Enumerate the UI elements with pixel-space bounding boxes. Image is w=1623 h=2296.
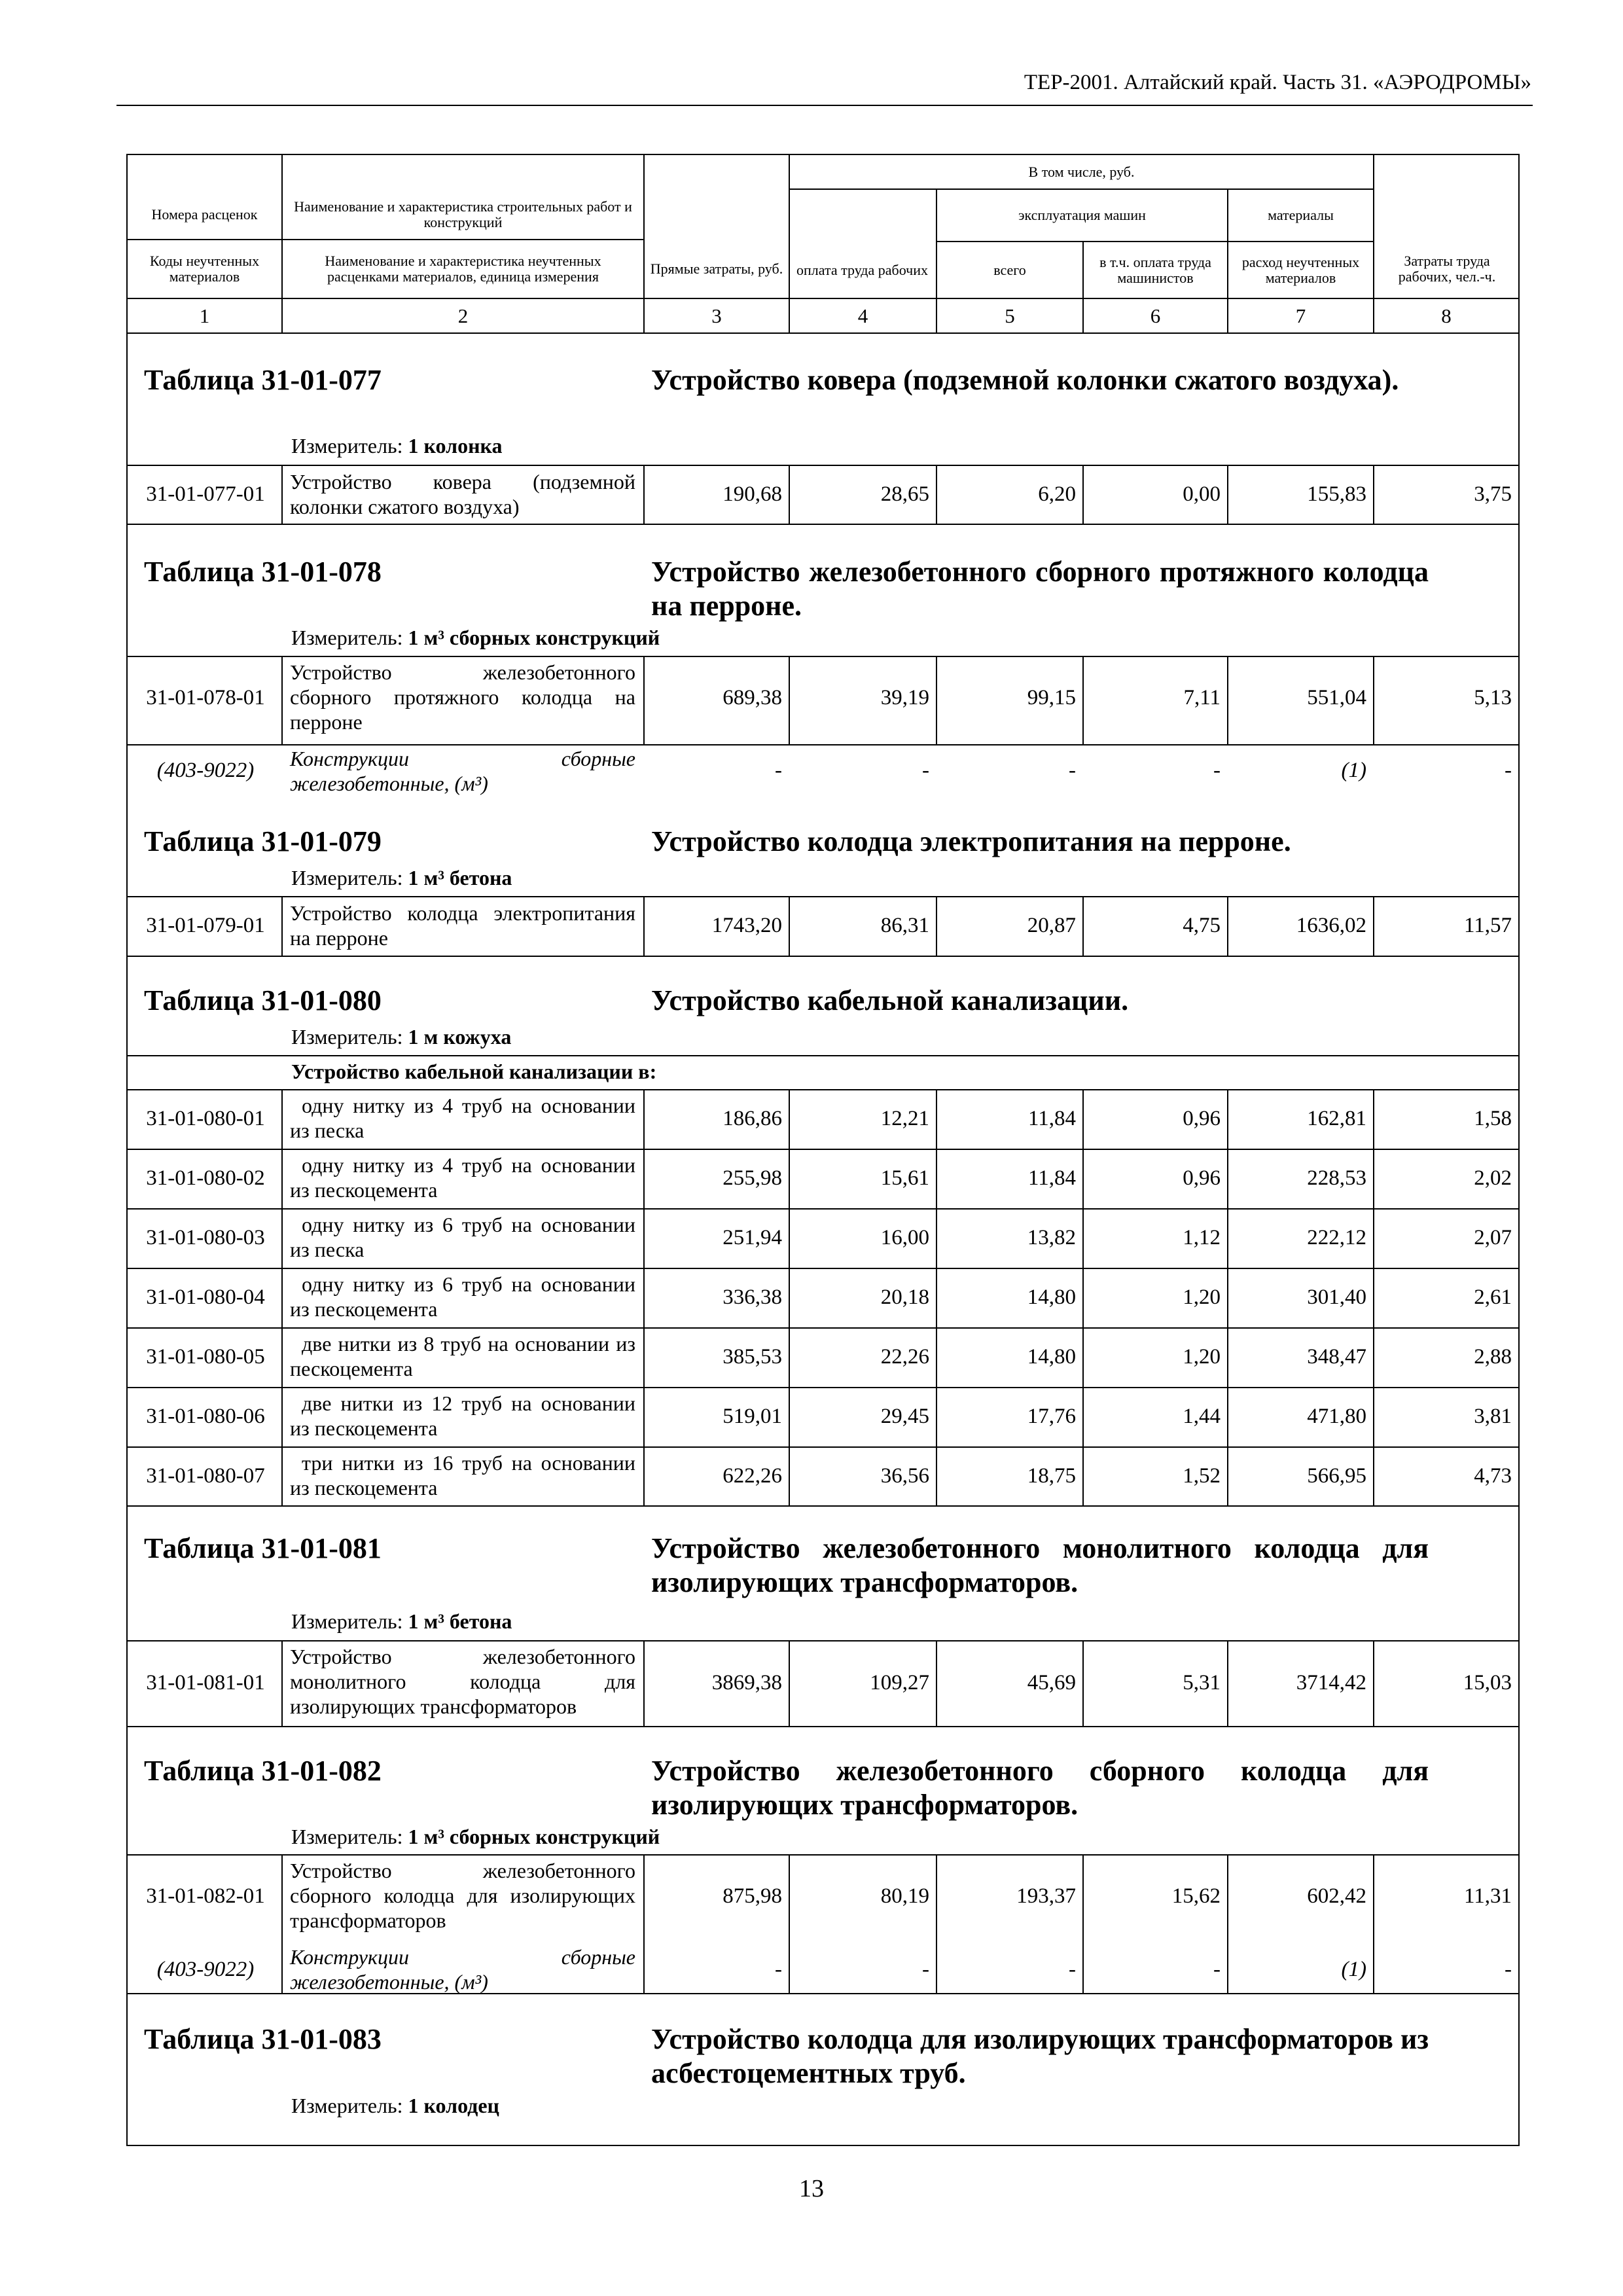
row-value: 16,00	[880, 1226, 929, 1249]
row-value: 99,15	[1027, 686, 1076, 709]
section-title: Устройство колодца электропитания на перроне.	[651, 825, 1291, 857]
meter-value: 1 м³ сборных конструкций	[408, 1825, 660, 1848]
row-name: одну нитку из 6 труб на основании из песка	[290, 1213, 635, 1261]
meter-value: 1 м³ бетона	[408, 1609, 512, 1633]
section-code: Таблица 31-01-080	[144, 984, 382, 1016]
row-value: 1636,02	[1296, 914, 1366, 937]
row-name: Конструкции сборные железобетонные, (м³)	[290, 1945, 635, 1994]
header-col6: в т.ч. оплата труда машинистов	[1099, 253, 1211, 286]
row-code: (403-9022)	[156, 759, 255, 782]
row-value: (1)	[1341, 1958, 1366, 1981]
col-number: 7	[1295, 304, 1306, 327]
header-materials: материалы	[1268, 207, 1334, 223]
row-value: 551,04	[1307, 686, 1366, 709]
col-number: 1	[199, 304, 210, 327]
grid-line	[126, 656, 1520, 657]
row-value: 222,12	[1307, 1226, 1366, 1249]
row-value: 2,88	[1474, 1345, 1512, 1369]
col-number: 8	[1441, 304, 1452, 327]
row-name: одну нитку из 4 труб на основании из песка	[290, 1094, 635, 1142]
row-value: 255,98	[722, 1166, 782, 1190]
section-code: Таблица 31-01-083	[144, 2023, 382, 2055]
row-value: -	[922, 759, 929, 782]
row-name: Устройство железобетонного сборного колодца для изолирующих трансформаторов	[290, 1859, 635, 1932]
row-name: три нитки из 16 труб на основании из пескоцемента	[290, 1451, 635, 1499]
section-code: Таблица 31-01-082	[144, 1755, 382, 1787]
row-value: 566,95	[1307, 1464, 1366, 1488]
row-value: 11,84	[1027, 1166, 1076, 1190]
header-col2-top: Наименование и характеристика строительных работ и конструкций	[294, 198, 632, 230]
row-value: 0,00	[1183, 482, 1221, 506]
grid-line	[126, 1387, 1520, 1388]
section-title: Устройство железобетонного сборного протяжного колодца на перроне.	[651, 556, 1429, 622]
row-value: 1743,20	[711, 914, 782, 937]
row-code: 31-01-080-07	[146, 1464, 265, 1488]
grid-line	[281, 1089, 283, 1507]
row-code: 31-01-079-01	[146, 914, 265, 937]
row-value: 18,75	[1027, 1464, 1076, 1488]
row-value: 190,68	[722, 482, 782, 506]
page-number: 13	[799, 2175, 824, 2202]
row-value: 14,80	[1027, 1285, 1076, 1309]
meter-value: 1 колодец	[408, 2094, 499, 2117]
grid-line	[126, 1726, 1520, 1727]
row-value: 20,18	[880, 1285, 929, 1309]
col-number: 6	[1150, 304, 1161, 327]
section-code: Таблица 31-01-077	[144, 364, 382, 396]
grid-line	[126, 332, 1520, 334]
row-name: Конструкции сборные железобетонные, (м³)	[290, 747, 635, 795]
section-title: Устройство колодца для изолирующих трансформаторов из асбестоцементных труб.	[651, 2023, 1429, 2089]
subgroup-heading: Устройство кабельной канализации в:	[291, 1060, 657, 1083]
row-value: 12,21	[880, 1107, 929, 1130]
row-value: 348,47	[1307, 1345, 1366, 1369]
section-title: Устройство кабельной канализации.	[651, 984, 1129, 1016]
row-value: 13,82	[1027, 1226, 1076, 1249]
row-value: 301,40	[1307, 1285, 1366, 1309]
col-number: 4	[857, 304, 868, 327]
row-value: 11,31	[1463, 1884, 1512, 1908]
row-value: 80,19	[880, 1884, 929, 1908]
row-code: 31-01-077-01	[146, 482, 265, 506]
grid-line	[126, 956, 1520, 957]
row-value: -	[775, 759, 782, 782]
row-value: 7,11	[1183, 686, 1221, 709]
row-name: одну нитку из 4 труб на основании из пескоцемента	[290, 1153, 635, 1202]
row-value: 109,27	[870, 1671, 929, 1695]
header-col2-bottom: Наименование и характеристика неучтенных расценками материалов, единица измерения	[325, 253, 601, 285]
row-value: 622,26	[722, 1464, 782, 1488]
row-value: 0,96	[1183, 1107, 1221, 1130]
row-code: 31-01-081-01	[146, 1671, 265, 1695]
row-value: 186,86	[722, 1107, 782, 1130]
grid-line	[126, 1640, 1520, 1641]
row-value: 5,31	[1183, 1671, 1221, 1695]
grid-line	[281, 1854, 283, 1994]
row-code: 31-01-080-02	[146, 1166, 265, 1190]
row-value: -	[1505, 759, 1512, 782]
row-value: 602,42	[1307, 1884, 1366, 1908]
row-code: (403-9022)	[156, 1958, 255, 1981]
header-col8: Затраты труда рабочих, чел.-ч.	[1398, 253, 1496, 285]
col-number: 2	[457, 304, 469, 327]
meter-value: 1 м³ бетона	[408, 866, 512, 889]
grid-line	[126, 1446, 1520, 1448]
header-col1-bottom: Коды неучтенных материалов	[149, 253, 260, 285]
section-meter	[291, 865, 512, 890]
meter-value: 1 м кожуха	[408, 1025, 512, 1049]
section-code: Таблица 31-01-081	[144, 1532, 382, 1564]
row-value: -	[1213, 759, 1221, 782]
grid-line	[126, 524, 1520, 525]
meter-label: Измеритель:	[291, 626, 403, 649]
section-code: Таблица 31-01-079	[144, 825, 382, 857]
row-value: 5,13	[1474, 686, 1512, 709]
section-meter	[291, 625, 660, 650]
running-header: ТЕР-2001. Алтайский край. Часть 31. «АЭРОДРОМЫ»	[1024, 71, 1531, 94]
grid-line	[126, 1854, 1520, 1856]
grid-line	[126, 1505, 1520, 1507]
row-value: 3714,42	[1296, 1671, 1366, 1695]
grid-line	[126, 1055, 1520, 1056]
header-rule	[116, 105, 1533, 106]
row-value: 875,98	[722, 1884, 782, 1908]
section-code: Таблица 31-01-078	[144, 556, 382, 588]
row-value: 39,19	[880, 686, 929, 709]
header-col5: всего	[993, 261, 1026, 278]
row-value: 2,61	[1474, 1285, 1512, 1309]
section-title: Устройство железобетонного монолитного колодца для изолирующих трансформаторов.	[651, 1532, 1429, 1598]
row-value: 385,53	[722, 1345, 782, 1369]
grid-line	[281, 896, 283, 957]
row-value: 6,20	[1038, 482, 1076, 506]
row-value: 3869,38	[711, 1671, 782, 1695]
row-value: -	[922, 1958, 929, 1981]
row-name: Устройство колодца электропитания на перроне	[290, 901, 635, 950]
header-col1-top: Номера расценок	[151, 206, 258, 223]
row-value: 251,94	[722, 1226, 782, 1249]
row-value: 2,02	[1474, 1166, 1512, 1190]
row-value: 4,73	[1474, 1464, 1512, 1488]
section-title: Устройство ковера (подземной колонки сжатого воздуха).	[651, 364, 1399, 396]
row-value: 29,45	[880, 1405, 929, 1428]
row-code: 31-01-080-01	[146, 1107, 265, 1130]
grid-line	[281, 465, 283, 525]
row-code: 31-01-078-01	[146, 686, 265, 709]
row-value: 4,75	[1183, 914, 1221, 937]
row-value: 1,58	[1474, 1107, 1512, 1130]
meter-label: Измеритель:	[291, 1825, 403, 1848]
row-value: 15,61	[880, 1166, 929, 1190]
row-value: 11,84	[1027, 1107, 1076, 1130]
grid-line	[126, 1089, 1520, 1090]
grid-line	[126, 1268, 1520, 1269]
row-name: Устройство железобетонного сборного протяжного колодца на перроне	[290, 660, 635, 734]
row-value: 1,44	[1183, 1405, 1221, 1428]
section-title: Устройство железобетонного сборного колодца для изолирующих трансформаторов.	[651, 1755, 1429, 1821]
row-code: 31-01-080-05	[146, 1345, 265, 1369]
row-value: 15,62	[1171, 1884, 1221, 1908]
row-value: 519,01	[722, 1405, 782, 1428]
row-value: 36,56	[880, 1464, 929, 1488]
row-value: 45,69	[1027, 1671, 1076, 1695]
row-value: 471,80	[1307, 1405, 1366, 1428]
col-number: 5	[1005, 304, 1015, 327]
row-name: две нитки из 8 труб на основании из пескоцемента	[290, 1332, 635, 1380]
row-value: 14,80	[1027, 1345, 1076, 1369]
grid-line	[126, 1149, 1520, 1150]
row-code: 31-01-080-03	[146, 1226, 265, 1249]
header-col4: оплата труда рабочих	[796, 261, 928, 278]
row-value: -	[1069, 1958, 1076, 1981]
row-value: 689,38	[722, 686, 782, 709]
row-value: 228,53	[1307, 1166, 1366, 1190]
meter-label: Измеритель:	[291, 1025, 403, 1049]
row-code: 31-01-080-06	[146, 1405, 265, 1428]
row-value: -	[1069, 759, 1076, 782]
row-value: 2,07	[1474, 1226, 1512, 1249]
grid-line	[126, 465, 1520, 466]
row-code: 31-01-082-01	[146, 1884, 265, 1908]
row-value: 1,20	[1183, 1345, 1221, 1369]
grid-line	[126, 744, 1520, 745]
grid-line	[126, 896, 1520, 897]
header-col3: Прямые затраты, руб.	[650, 260, 783, 277]
row-value: 15,03	[1463, 1671, 1512, 1695]
row-value: 28,65	[880, 482, 929, 506]
grid-line	[126, 1208, 1520, 1210]
row-value: 0,96	[1183, 1166, 1221, 1190]
section-meter	[291, 1609, 512, 1634]
row-value: 336,38	[722, 1285, 782, 1309]
row-name: Устройство ковера (подземной колонки сжатого воздуха)	[290, 470, 635, 518]
row-value: 86,31	[880, 914, 929, 937]
meter-label: Измеритель:	[291, 2094, 403, 2117]
meter-label: Измеритель:	[291, 866, 403, 889]
row-name: Устройство железобетонного монолитного колодца для изолирующих трансформаторов	[290, 1645, 635, 1718]
row-value: (1)	[1341, 759, 1366, 782]
row-value: 162,81	[1307, 1107, 1366, 1130]
meter-label: Измеритель:	[291, 434, 403, 457]
header-machines: эксплуатация машин	[1018, 207, 1146, 223]
row-name: одну нитку из 6 труб на основании из пескоцемента	[290, 1272, 635, 1321]
col-number: 3	[711, 304, 722, 327]
meter-value: 1 м³ сборных конструкций	[408, 626, 660, 649]
section-meter	[291, 433, 502, 458]
row-name: две нитки из 12 труб на основании из пескоцемента	[290, 1391, 635, 1440]
header-col7: расход неучтенных материалов	[1241, 253, 1360, 286]
row-code: 31-01-080-04	[146, 1285, 265, 1309]
meter-label: Измеритель:	[291, 1609, 403, 1633]
row-value: 1,20	[1183, 1285, 1221, 1309]
row-value: 3,81	[1474, 1405, 1512, 1428]
row-value: 1,12	[1183, 1226, 1221, 1249]
grid-line	[126, 1327, 1520, 1329]
grid-line	[281, 1640, 283, 1727]
row-value: 193,37	[1016, 1884, 1076, 1908]
header-in-total: В том числе, руб.	[1028, 163, 1135, 180]
grid-line	[281, 656, 283, 745]
row-value: 3,75	[1474, 482, 1512, 506]
row-value: -	[775, 1958, 782, 1981]
section-meter	[291, 2093, 499, 2118]
row-value: 155,83	[1307, 482, 1366, 506]
row-value: -	[1213, 1958, 1221, 1981]
section-meter	[291, 1024, 511, 1049]
row-value: -	[1505, 1958, 1512, 1981]
row-value: 17,76	[1027, 1405, 1076, 1428]
row-value: 22,26	[880, 1345, 929, 1369]
row-value: 1,52	[1183, 1464, 1221, 1488]
row-value: 20,87	[1027, 914, 1076, 937]
meter-value: 1 колонка	[408, 434, 503, 457]
row-value: 11,57	[1463, 914, 1512, 937]
section-meter	[291, 1824, 660, 1849]
